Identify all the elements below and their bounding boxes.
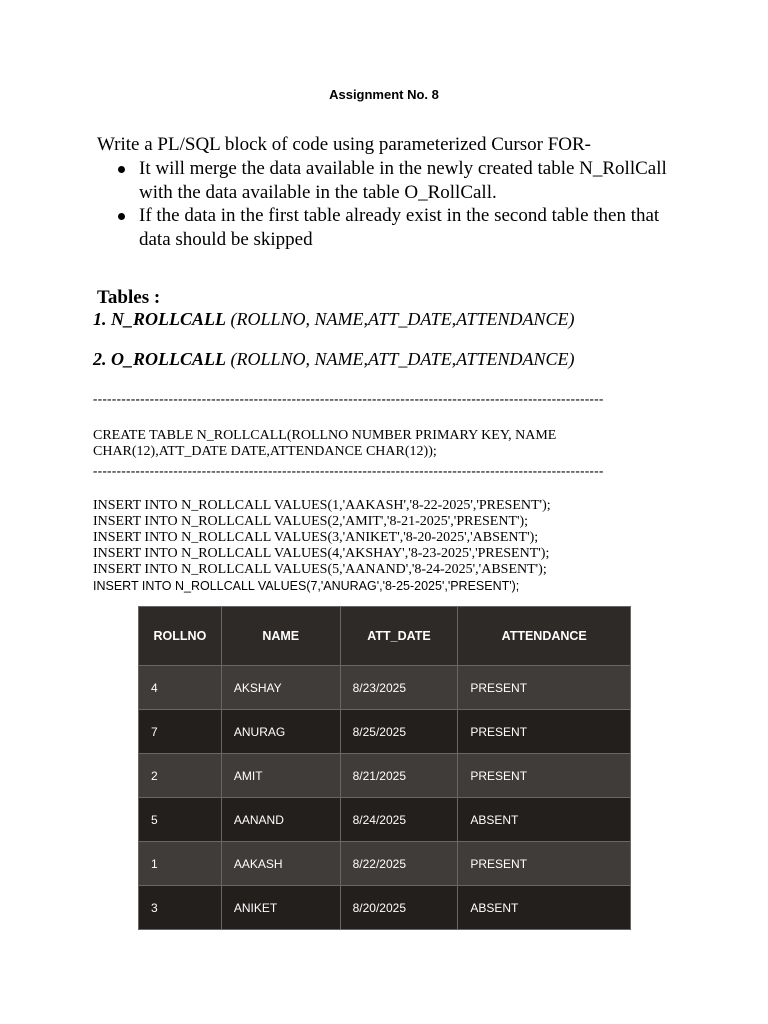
column-header: NAME bbox=[221, 607, 340, 666]
table-definition-n-rollcall bbox=[93, 309, 575, 330]
cell-att-date: 8/21/2025 bbox=[340, 754, 458, 798]
cell-att-date: 8/25/2025 bbox=[340, 710, 458, 754]
cell-att-date: 8/23/2025 bbox=[340, 666, 458, 710]
column-header: ATTENDANCE bbox=[458, 607, 631, 666]
table-row bbox=[139, 666, 631, 710]
table-row bbox=[139, 842, 631, 886]
create-table-statement: CREATE TABLE N_ROLLCALL(ROLLNO NUMBER PRIMARY KEY, NAME CHAR(12),ATT_DATE DATE,ATTENDANCE CHAR(12)); bbox=[93, 428, 557, 459]
table-definition-o-rollcall bbox=[93, 349, 575, 370]
cell-rollno: 7 bbox=[139, 710, 222, 754]
cell-att-date: 8/22/2025 bbox=[340, 842, 458, 886]
cell-name: ANURAG bbox=[221, 710, 340, 754]
tables-label: Tables : bbox=[97, 287, 161, 308]
cell-att-date: 8/20/2025 bbox=[340, 886, 458, 930]
cell-name: AANAND bbox=[221, 798, 340, 842]
table-def-number: 2. bbox=[93, 349, 107, 369]
cell-att-date: 8/24/2025 bbox=[340, 798, 458, 842]
cell-attendance: ABSENT bbox=[458, 798, 631, 842]
insert-statement: INSERT INTO N_ROLLCALL VALUES(7,'ANURAG','8-25-2025','PRESENT'); bbox=[93, 579, 520, 593]
cell-rollno: 4 bbox=[139, 666, 222, 710]
insert-statement: INSERT INTO N_ROLLCALL VALUES(1,'AAKASH','8-22-2025','PRESENT'); bbox=[93, 498, 551, 513]
insert-statement: INSERT INTO N_ROLLCALL VALUES(2,'AMIT','8-21-2025','PRESENT'); bbox=[93, 514, 529, 529]
table-header-row bbox=[139, 607, 631, 666]
cell-attendance: ABSENT bbox=[458, 886, 631, 930]
column-header: ROLLNO bbox=[139, 607, 222, 666]
cell-name: AMIT bbox=[221, 754, 340, 798]
table-def-name: O_ROLLCALL bbox=[111, 349, 226, 369]
cell-name: AAKASH bbox=[221, 842, 340, 886]
table-row bbox=[139, 710, 631, 754]
table-def-columns: (ROLLNO, NAME,ATT_DATE,ATTENDANCE) bbox=[226, 309, 575, 329]
insert-statement: INSERT INTO N_ROLLCALL VALUES(5,'AANAND','8-24-2025','ABSENT'); bbox=[93, 562, 547, 577]
table-row bbox=[139, 886, 631, 930]
insert-statements bbox=[93, 498, 683, 594]
assignment-heading: Assignment No. 8 bbox=[329, 87, 439, 102]
cell-rollno: 1 bbox=[139, 842, 222, 886]
requirements-list bbox=[116, 157, 686, 251]
assignment-prompt: Write a PL/SQL block of code using parameterized Cursor FOR- bbox=[97, 134, 591, 155]
cell-attendance: PRESENT bbox=[458, 754, 631, 798]
cell-name: AKSHAY bbox=[221, 666, 340, 710]
separator-line: ------------------------------------------------------------------------------------------------------------ bbox=[93, 391, 604, 406]
cell-rollno: 5 bbox=[139, 798, 222, 842]
result-table bbox=[138, 606, 631, 930]
table-row bbox=[139, 798, 631, 842]
cell-attendance: PRESENT bbox=[458, 842, 631, 886]
cell-name: ANIKET bbox=[221, 886, 340, 930]
column-header: ATT_DATE bbox=[340, 607, 458, 666]
requirement-item: If the data in the first table already exist in the second table then that data should be skipped bbox=[116, 204, 686, 251]
table-def-columns: (ROLLNO, NAME,ATT_DATE,ATTENDANCE) bbox=[226, 349, 575, 369]
insert-statement: INSERT INTO N_ROLLCALL VALUES(4,'AKSHAY','8-23-2025','PRESENT'); bbox=[93, 546, 550, 561]
table-def-number: 1. bbox=[93, 309, 107, 329]
cell-attendance: PRESENT bbox=[458, 666, 631, 710]
requirement-item: It will merge the data available in the newly created table N_RollCall with the data available in the table O_RollCall. bbox=[116, 157, 686, 204]
cell-attendance: PRESENT bbox=[458, 710, 631, 754]
table-row bbox=[139, 754, 631, 798]
insert-statement: INSERT INTO N_ROLLCALL VALUES(3,'ANIKET','8-20-2025','ABSENT'); bbox=[93, 530, 539, 545]
table-def-name: N_ROLLCALL bbox=[111, 309, 226, 329]
separator-line: ------------------------------------------------------------------------------------------------------------ bbox=[93, 463, 604, 478]
cell-rollno: 2 bbox=[139, 754, 222, 798]
cell-rollno: 3 bbox=[139, 886, 222, 930]
